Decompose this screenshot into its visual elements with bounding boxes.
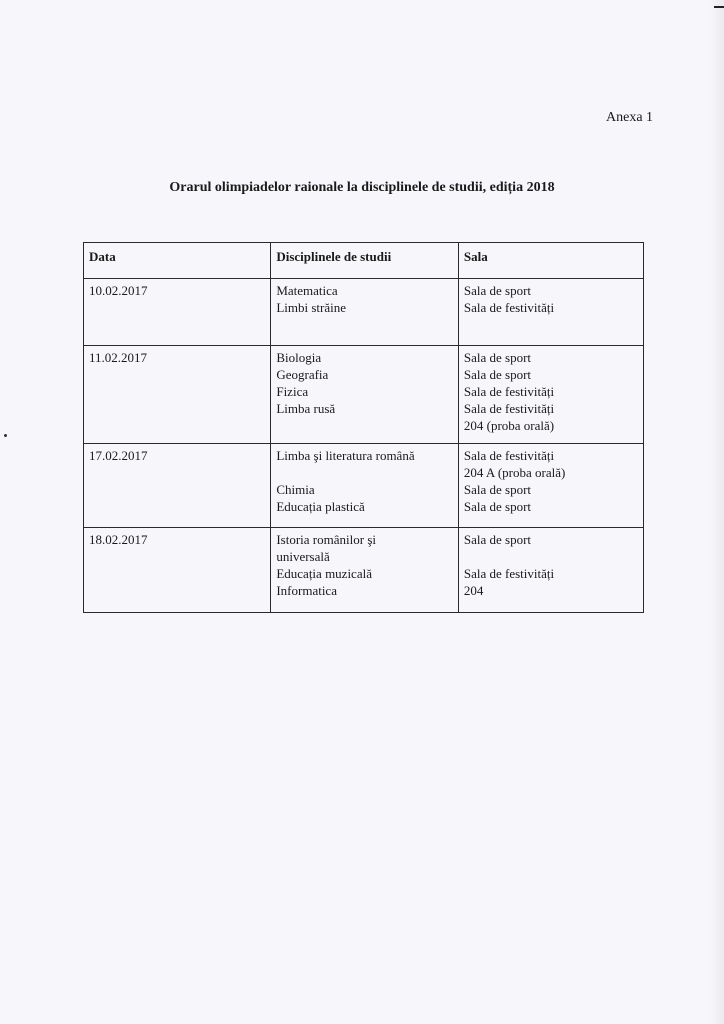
room-item: Sala de sport <box>463 367 532 382</box>
discipline-item: Educația muzicală <box>276 566 372 581</box>
scan-edge-mark <box>714 6 724 8</box>
discipline-item: Matematica <box>276 283 338 298</box>
discipline-item: Geografia <box>276 367 329 382</box>
room-item: 204 (proba orală) <box>463 418 555 433</box>
discipline-item: Istoria românilor şi <box>276 532 376 547</box>
table-row <box>84 346 644 444</box>
room-item: Sala de sport <box>463 532 532 547</box>
room-item: Sala de sport <box>463 283 532 298</box>
header-date: Data <box>84 243 271 279</box>
room-item: Sala de sport <box>463 350 532 365</box>
room-cell <box>458 444 643 528</box>
room-cell <box>458 346 643 444</box>
date-cell <box>84 279 271 346</box>
annex-label: Anexa 1 <box>606 110 654 125</box>
discipline-item: Limba rusă <box>276 401 336 416</box>
room-cell <box>458 279 643 346</box>
discipline-item: Chimia <box>276 482 315 497</box>
date-cell <box>84 528 271 613</box>
discipline-item: Informatica <box>276 583 337 598</box>
document-title: Orarul olimpiadelor raionale la disciplinele de studii, ediția 2018 <box>169 180 555 195</box>
discipline-item <box>276 464 453 481</box>
header-disciplines: Disciplinele de studii <box>271 243 459 279</box>
discipline-item: Limba şi literatura română <box>276 448 415 463</box>
date-value: 11.02.2017 <box>89 350 148 365</box>
room-item: Sala de festivități <box>463 300 555 315</box>
date-value: 18.02.2017 <box>89 532 148 547</box>
scan-edge-shadow <box>710 0 724 1024</box>
room-cell <box>458 528 643 613</box>
room-item: Sala de sport <box>463 499 532 514</box>
room-item: Sala de festivități <box>463 448 555 463</box>
schedule-table <box>83 242 644 613</box>
discipline-item: Biologia <box>276 350 322 365</box>
discipline-item: Educația plastică <box>276 499 365 514</box>
discipline-item: Fizica <box>276 384 309 399</box>
room-item: 204 <box>463 583 484 598</box>
table-header-row <box>84 243 644 279</box>
room-item: Sala de festivități <box>463 566 555 581</box>
disciplines-cell <box>271 444 459 528</box>
discipline-item: Limbi străine <box>276 300 347 315</box>
table-row <box>84 279 644 346</box>
date-value: 10.02.2017 <box>89 283 148 298</box>
date-value: 17.02.2017 <box>89 448 148 463</box>
room-item: 204 A (proba orală) <box>463 465 566 480</box>
room-item <box>464 548 638 565</box>
scan-speck <box>4 434 7 437</box>
disciplines-cell <box>271 279 459 346</box>
room-item: Sala de festivități <box>463 384 555 399</box>
date-cell <box>84 346 271 444</box>
room-item: Sala de festivități <box>463 401 555 416</box>
table-row <box>84 528 644 613</box>
header-room: Sala <box>458 243 643 279</box>
date-cell <box>84 444 271 528</box>
disciplines-cell <box>271 346 459 444</box>
room-item: Sala de sport <box>463 482 532 497</box>
discipline-item: universală <box>276 549 330 564</box>
table-row <box>84 444 644 528</box>
disciplines-cell <box>271 528 459 613</box>
